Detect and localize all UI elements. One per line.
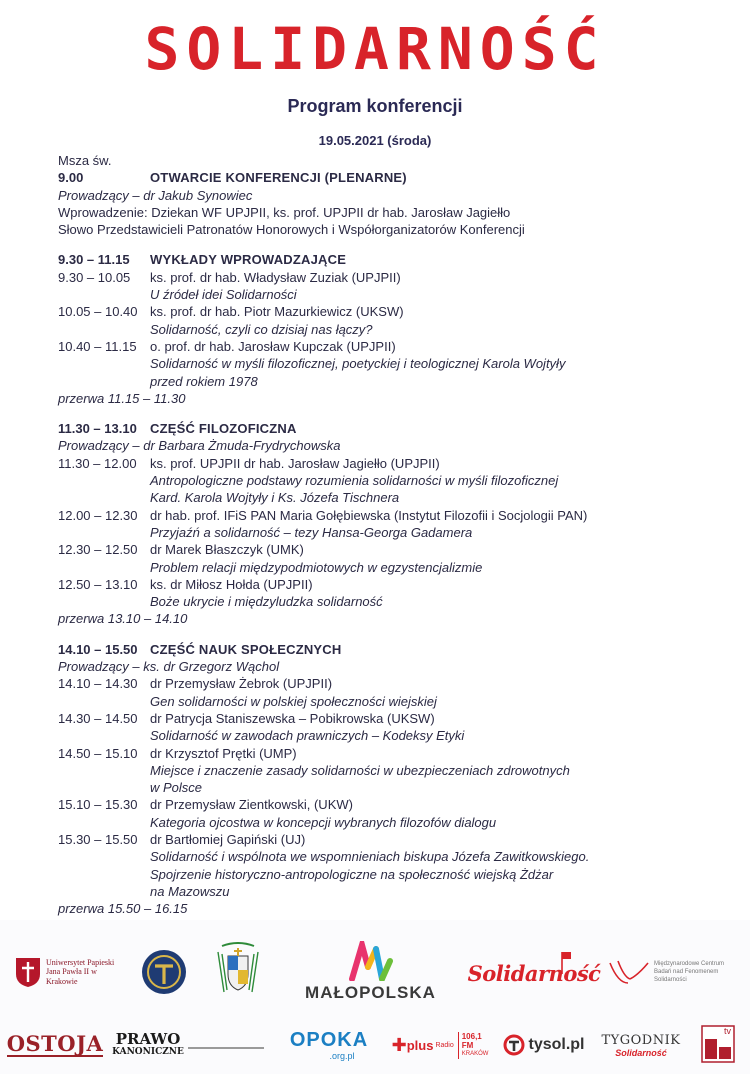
speaker: ks. dr Miłosz Hołda (UPJPII) — [150, 576, 313, 592]
section-header — [58, 169, 728, 186]
theology-seal-logo — [139, 947, 189, 997]
upjp2-logo — [14, 950, 126, 994]
time-slot: 14.10 – 14.30 — [58, 676, 138, 692]
speaker: dr Marek Błaszczyk (UMK) — [150, 542, 304, 558]
opoka-domain: .org.pl — [329, 1051, 355, 1061]
time-slot: 9.30 – 10.05 — [58, 269, 131, 285]
plus-radio: Radio — [435, 1041, 454, 1049]
session-note: Prowadzący – dr Barbara Żmuda-Frydrychowska — [58, 438, 341, 454]
time-slot: 9.00 — [58, 170, 84, 186]
section-header — [58, 420, 728, 437]
bishop-coat-of-arms-logo — [212, 942, 264, 1000]
speaker: dr Krzysztof Prętki (UMP) — [150, 745, 297, 761]
talk-entry — [58, 796, 728, 813]
agenda-line: Wprowadzenie: Dziekan WF UPJPII, ks. prof. UPJPII dr hab. Jarosław Jagiełło — [58, 204, 511, 220]
tysol-logo — [500, 1032, 588, 1058]
talk-title: Antropologiczne podstawy rozumienia solidarności w myśli filozoficznej — [150, 473, 559, 489]
talk-title: w Polsce — [150, 780, 203, 796]
tygodnik-solidarnosc-word: Solidarność — [615, 1048, 667, 1058]
talk-title: Kategoria ojcostwa w koncepcji wybranych filozofów dialogu — [150, 814, 497, 830]
section-title: CZĘŚĆ FILOZOFICZNA — [150, 421, 297, 437]
section-title: OTWARCIE KONFERENCJI (PLENARNE) — [150, 170, 407, 186]
coat-of-arms-icon — [212, 942, 264, 1000]
talk-title: Boże ukrycie i międzyludzka solidarność — [150, 594, 383, 610]
tygodnik-word: TYGODNIK — [601, 1033, 681, 1048]
talk-title: Problem relacji międzypodmiotowych w egzystencjalizmie — [150, 559, 483, 575]
agenda — [58, 152, 728, 917]
tv-logo — [700, 1024, 736, 1064]
program-title: Program konferencji — [287, 96, 463, 116]
talk-entry — [58, 710, 728, 727]
speaker: dr Przemysław Zientkowski, (UKW) — [150, 797, 353, 813]
wings-icon — [608, 957, 650, 987]
section-title: CZĘŚĆ NAUK SPOŁECZNYCH — [150, 641, 342, 657]
speaker: ks. prof. dr hab. Piotr Mazurkiewicz (UKSW) — [150, 304, 404, 320]
talk-entry — [58, 507, 728, 524]
plus-fm: 106,1 FM — [461, 1031, 482, 1050]
plus-city: KRAKÓW — [461, 1050, 489, 1057]
section-spacer — [58, 407, 728, 420]
plus-frequency — [458, 1032, 489, 1059]
section-header — [58, 641, 728, 658]
tygodnik-solidarnosc-logo — [596, 1030, 686, 1062]
time-slot: 10.05 – 10.40 — [58, 304, 138, 320]
prawo-kanoniczne-logo — [114, 1026, 182, 1062]
solidarnosc-banner: SOLIDARNOŚĆ — [144, 15, 606, 83]
solidarnosc-logo-text: Solidarność — [467, 960, 601, 986]
conference-date: 19.05.2021 (środa) — [318, 133, 432, 148]
time-slot: 11.30 – 13.10 — [58, 421, 137, 437]
speaker: dr Przemysław Żebrok (UPJPII) — [150, 676, 333, 692]
upjp2-crest-icon — [14, 956, 42, 988]
speaker: o. prof. dr hab. Jarosław Kupczak (UPJPII) — [150, 338, 396, 354]
talk-entry — [58, 269, 728, 286]
upjp2-name: Uniwersytet Papieski Jana Pawła II w Krakowie — [46, 957, 115, 986]
speaker: dr hab. prof. IFiS PAN Maria Gołębiewska (Instytut Filozofii i Socjologii PAN) — [150, 507, 588, 523]
talk-entry — [58, 675, 728, 692]
speaker: ks. prof. dr hab. Władysław Zuziak (UPJPII) — [150, 269, 401, 285]
plus-name: plus — [406, 1037, 434, 1053]
tysol-name: tysol.pl — [528, 1036, 585, 1053]
ostoja-logo — [6, 1030, 104, 1060]
tv-label: tv — [723, 1026, 731, 1036]
agenda-line: Słowo Przedstawicieli Patronatów Honorowych i Współorganizatorów Konferencji — [58, 222, 525, 238]
talk-entry — [58, 576, 728, 593]
talk-title: Gen solidarności w polskiej społeczności wiejskiej — [150, 693, 437, 709]
session-note: Prowadzący – ks. dr Grzegorz Wąchol — [58, 659, 280, 675]
time-slot: 12.30 – 12.50 — [58, 542, 138, 558]
radio-plus-logo — [392, 1032, 488, 1058]
time-slot: 14.10 – 15.50 — [58, 641, 138, 657]
section-title: WYKŁADY WPROWADZAJĄCE — [150, 252, 347, 268]
speaker: dr Bartłomiej Gapiński (UJ) — [150, 831, 306, 847]
session-note: przerwa 13.10 – 14.10 — [58, 611, 188, 627]
time-slot: 15.10 – 15.30 — [58, 797, 138, 813]
talk-title: Przyjaźń a solidarność – tezy Hansa-Georga Gadamera — [150, 524, 473, 540]
section-header — [58, 251, 728, 268]
section-spacer — [58, 628, 728, 641]
time-slot: 12.50 – 13.10 — [58, 576, 138, 592]
plus-cross-icon: ✚ — [391, 1035, 407, 1055]
talk-title: Solidarność i wspólnota we wspomnieniach biskupa Józefa Zawitkowskiego. — [150, 849, 590, 865]
flag-icon — [560, 950, 572, 974]
prawo-underline — [188, 1047, 264, 1049]
session-note: Prowadzący – dr Jakub Synowiec — [58, 187, 253, 203]
talk-title: Kard. Karola Wojtyły i Ks. Józefa Tischnera — [150, 490, 400, 506]
talk-title: Spojrzenie historyczno-antropologiczne na społeczność wiejską Żdżar — [150, 866, 554, 882]
sponsor-logos — [0, 920, 750, 1074]
talk-entry — [58, 831, 728, 848]
talk-title: Miejsce i znaczenie zasady solidarności w ubezpieczeniach zdrowotnych — [150, 762, 570, 778]
prawo-word: PRAWO — [115, 1030, 181, 1048]
opoka-logo — [286, 1024, 372, 1066]
opoka-name: OPOKA — [289, 1029, 369, 1051]
time-slot: 9.30 – 11.15 — [58, 252, 130, 268]
session-note: przerwa 15.50 – 16.15 — [58, 901, 188, 917]
solidarnosc-logo — [467, 950, 601, 996]
research-centre-name: Międzynarodowe Centrum Badań nad Fenomenem Solidarności — [654, 961, 725, 983]
talk-entry — [58, 745, 728, 762]
tysol-icon — [503, 1034, 525, 1056]
speaker: ks. prof. UPJPII dr hab. Jarosław Jagiełło (UPJPII) — [150, 455, 440, 471]
talk-entry — [58, 303, 728, 320]
talk-title: Solidarność w myśli filozoficznej, poetyckiej i teologicznej Karola Wojtyły — [150, 356, 566, 372]
time-slot: 14.50 – 15.10 — [58, 745, 138, 761]
agenda-line: Msza św. — [58, 153, 112, 168]
talk-title: Solidarność w zawodach prawniczych – Kodeksy Etyki — [150, 728, 465, 744]
time-slot: 11.30 – 12.00 — [58, 455, 137, 471]
time-slot: 14.30 – 14.50 — [58, 710, 138, 726]
talk-title: Solidarność, czyli co dzisiaj nas łączy? — [150, 321, 373, 337]
section-spacer — [58, 238, 728, 251]
speaker: dr Patrycja Staniszewska – Pobikrowska (UKSW) — [150, 710, 435, 726]
malopolska-m-icon — [348, 941, 394, 981]
kanoniczne-word: KANONICZNE — [112, 1047, 184, 1057]
time-slot: 10.40 – 11.15 — [58, 338, 137, 354]
seal-icon — [140, 948, 188, 996]
talk-title: na Mazowszu — [150, 883, 230, 899]
ostoja-name: OSTOJA — [6, 1031, 104, 1056]
session-note: przerwa 11.15 – 11.30 — [58, 390, 186, 406]
malopolska-logo — [298, 938, 443, 1006]
talk-entry — [58, 541, 728, 558]
research-centre-logo — [608, 952, 742, 992]
malopolska-name: MAŁOPOLSKA — [305, 983, 436, 1002]
time-slot: 12.00 – 12.30 — [58, 507, 138, 523]
time-slot: 15.30 – 15.50 — [58, 831, 138, 847]
talk-title: U źródeł idei Solidarności — [150, 287, 297, 303]
talk-entry — [58, 455, 728, 472]
talk-title: przed rokiem 1978 — [150, 373, 258, 389]
talk-entry — [58, 338, 728, 355]
